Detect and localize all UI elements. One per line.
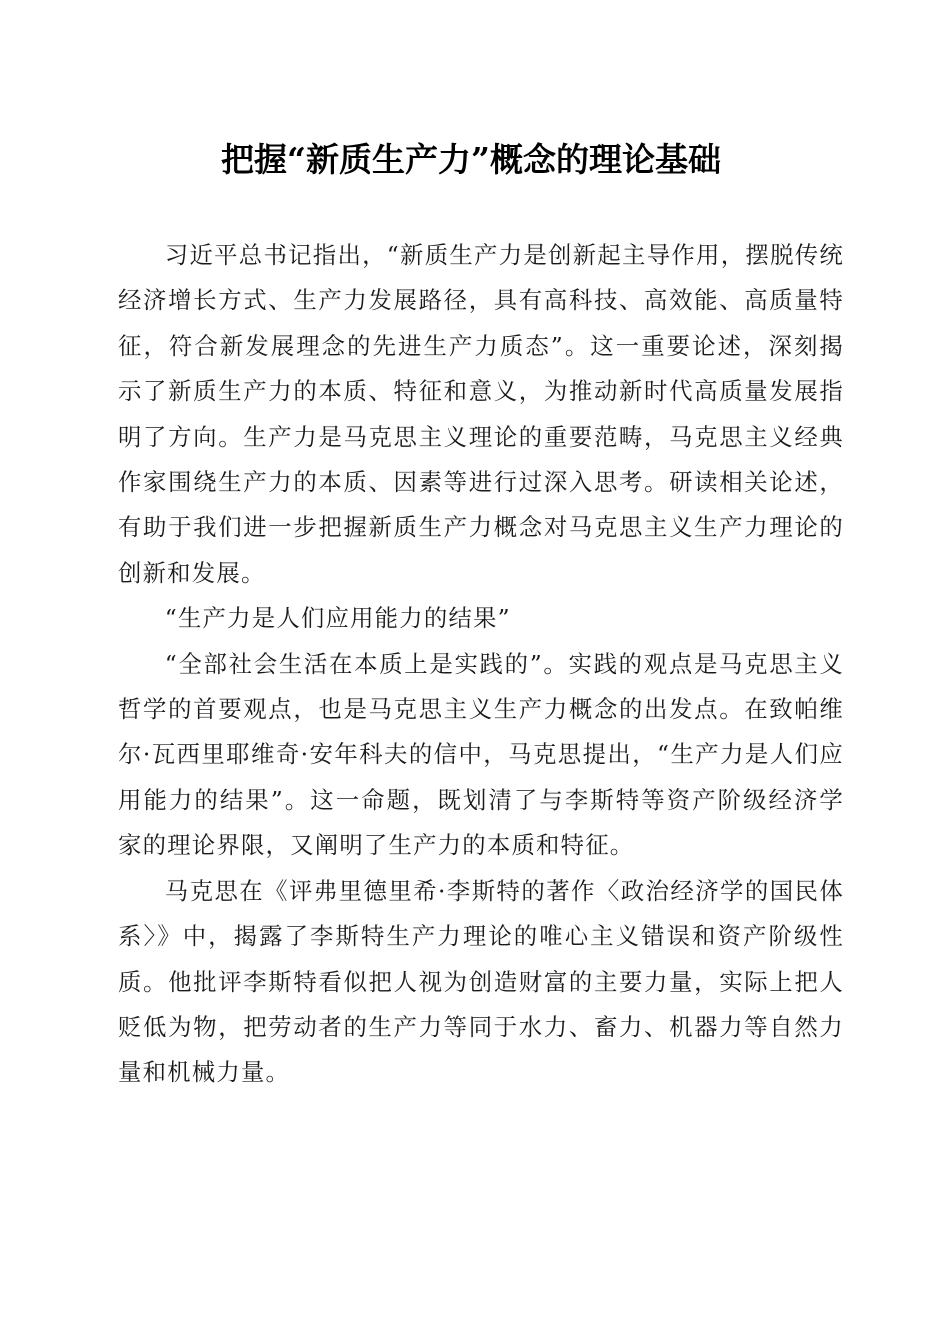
paragraph-intro: 习近平总书记指出，“新质生产力是创新起主导作用，摆脱传统经济增长方式、生产力发展路径，具有高科技、高效能、高质量特征，符合新发展理念的先进生产力质态”。这一重要论述，深刻揭示了新质生产力的本质、特征和意义，为推动新时代高质量发展指明了方向。生产力是马克思主义理论的重要范畴，马克思主义经典作家围绕生产力的本质、因素等进行过深入思考。研读相关论述，有助于我们进一步把握新质生产力概念对马克思主义生产力理论的创新和发展。: [118, 241, 844, 587]
document-title: 把握“新质生产力”概念的理论基础: [221, 140, 721, 179]
paragraph-practice: “全部社会生活在本质上是实践的”。实践的观点是马克思主义哲学的首要观点，也是马克思主义生产力概念的出发点。在致帕维尔·瓦西里耶维奇·安年科夫的信中，马克思提出，“生产力是人们应用能力的结果”。这一命题，既划清了与李斯特等资产阶级经济学家的理论界限，又阐明了生产力的本质和特征。: [118, 649, 844, 860]
section-heading: “生产力是人们应用能力的结果”: [164, 604, 511, 633]
document-body: [118, 233, 844, 1096]
paragraph-critique: 马克思在《评弗里德里希·李斯特的著作〈政治经济学的国民体系〉》中，揭露了李斯特生产力理论的唯心主义错误和资产阶级性质。他批评李斯特看似把人视为创造财富的主要力量，实际上把人贬低为物，把劳动者的生产力等同于水力、畜力、机器力等自然力量和机械力量。: [118, 876, 844, 1087]
